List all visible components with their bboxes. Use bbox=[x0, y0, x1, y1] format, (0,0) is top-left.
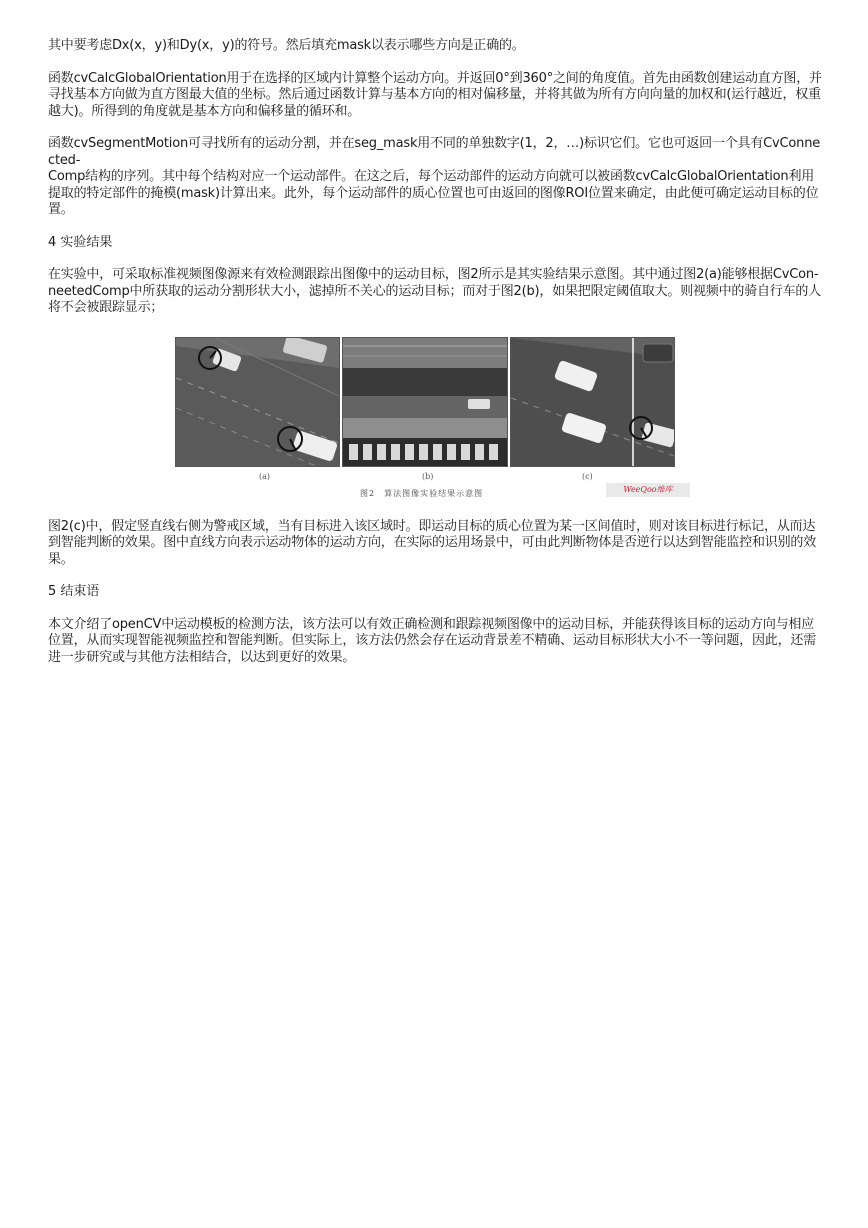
section-heading-conclusion: 5 结束语 bbox=[48, 584, 100, 599]
subfigure-label-b: (b) bbox=[422, 471, 434, 481]
figure-panel-c bbox=[510, 337, 675, 467]
subfigure-label-c: (c) bbox=[582, 471, 593, 481]
paragraph-sign: 其中要考虑Dx(x，y)和Dy(x，y)的符号。然后填充mask以表示哪些方向是正确的。 bbox=[48, 38, 525, 53]
paragraph-segment-motion-part1: 函数cvSegmentMotion可寻找所有的运动分割，并在seg_mask用不同的单独数字(1，2，…)标识它们。它也可返回一个具有CvConnected- bbox=[48, 136, 821, 168]
figure-panel-a bbox=[175, 337, 340, 467]
paragraph-conclusion: 本文介绍了openCV中运动模板的检测方法，该方法可以有效正确检测和跟踪视频图像中的运动目标，并能获得该目标的运动方向与相应位置，从而实现智能视频监控和智能判断。但实际上，该方法仍然会存在运动背景差不精确、运动目标形状大小不一等问题，因此，还需进一步研究或与其他方法相结合，以达到更好的效果。 bbox=[48, 616, 817, 665]
watermark-logo: WeeQoo维库 bbox=[606, 483, 690, 497]
paragraph-segment-motion bbox=[48, 136, 822, 219]
figure-images bbox=[175, 337, 675, 467]
figure-caption: 图2 算法图像实验结果示意图 bbox=[360, 488, 484, 498]
paragraph-figure-c: 图2(c)中，假定竖直线右侧为警戒区域，当有目标进入该区域时。即运动目标的质心位置为某一区间值时，则对该目标进行标记，从而达到智能判断的效果。图中直线方向表示运动物体的运动方向，在实际的运用场景中，可由此判断物体是否逆行以达到智能监控和识别的效果。 bbox=[48, 518, 817, 567]
paragraph-global-orientation: 函数cvCalcGlobalOrientation用于在选择的区域内计算整个运动方向。并返回0°到360°之间的角度值。首先由函数创建运动直方图，并寻找基本方向做为直方图最大值的坐标。然后通过函数计算与基本方向的相对偏移量，并将其做为所有方向向量的加权和(运行越近，权重越大)。所得到的角度就是基本方向和偏移量的循环和。 bbox=[48, 70, 822, 119]
document-body bbox=[48, 38, 822, 682]
section-heading-results: 4 实验结果 bbox=[48, 234, 113, 250]
subfigure-label-a: (a) bbox=[259, 471, 271, 481]
figure-2 bbox=[48, 333, 822, 505]
paragraph-experiment: 在实验中，可采取标准视频图像源来有效检测跟踪出图像中的运动目标，图2所示是其实验结果示意图。其中通过图2(a)能够根据CvCon-neetedComp中所获取的运动分割形状大小，滤掉所不关心的运动目标；而对于图2(b)，如果把限定阈值取大。则视频中的骑自行车的人将不会被跟踪显示； bbox=[48, 267, 821, 315]
figure-panel-b bbox=[342, 337, 508, 467]
paragraph-segment-motion-part2: Comp结构的序列。其中每个结构对应一个运动部件。在这之后，每个运动部件的运动方向就可以被函数cvCalcGlobalOrientation利用提取的特定部件的掩模(mask)计算出来。此外，每个运动部件的质心位置也可由返回的图像ROI位置来确定，由此便可确定运动目标的位置。 bbox=[48, 169, 819, 217]
